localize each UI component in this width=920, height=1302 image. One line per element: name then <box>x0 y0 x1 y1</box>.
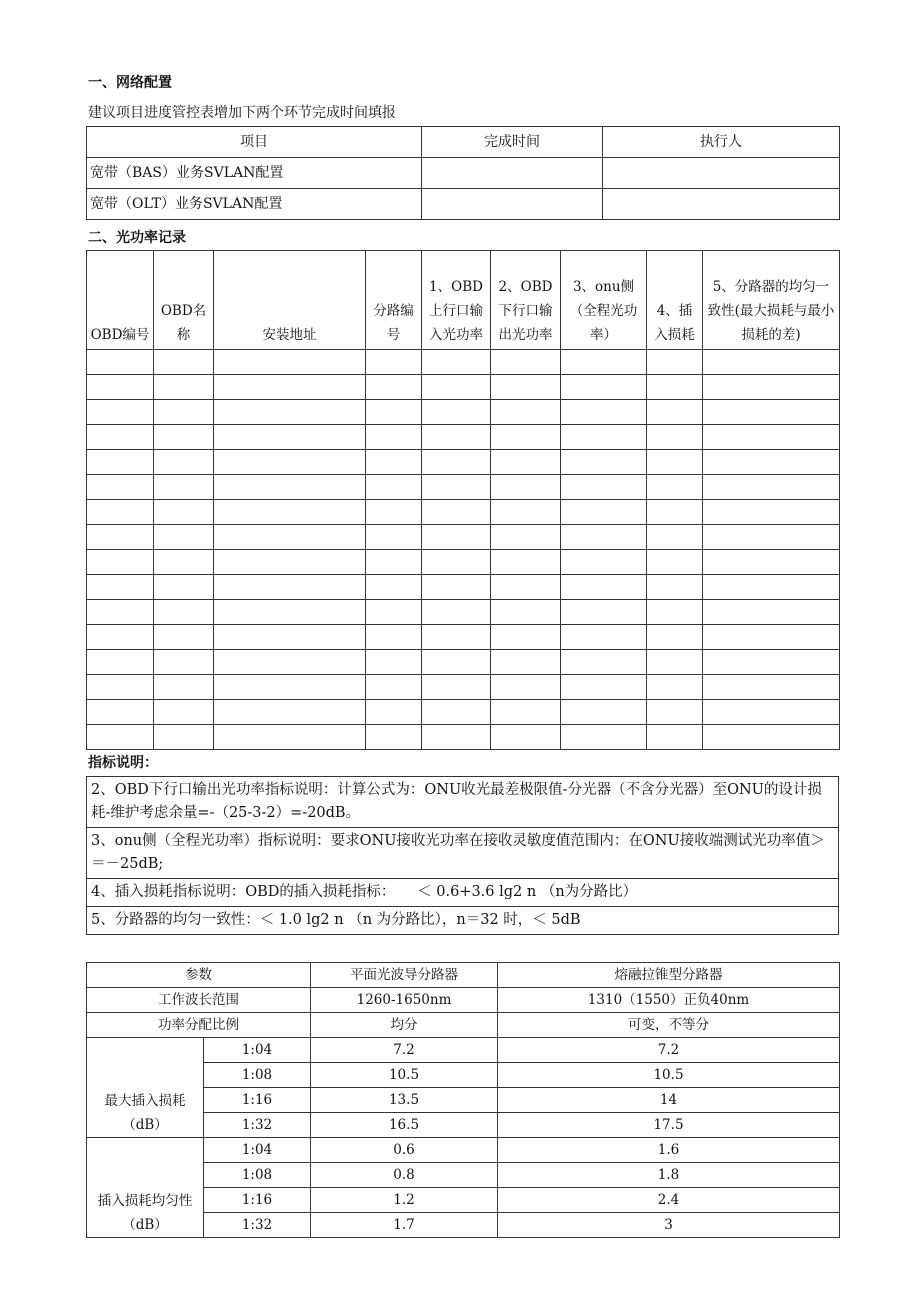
empty-cell[interactable] <box>87 625 154 650</box>
empty-cell[interactable] <box>422 500 491 525</box>
header-fbt: 熔融拉锥型分路器 <box>498 963 840 988</box>
header-parameter: 参数 <box>87 963 311 988</box>
empty-cell[interactable] <box>214 675 366 700</box>
empty-cell[interactable] <box>703 475 840 500</box>
empty-cell[interactable] <box>87 375 154 400</box>
fbt-value: 7.2 <box>498 1038 840 1063</box>
empty-cell[interactable] <box>703 600 840 625</box>
plc-value: 1.7 <box>311 1213 498 1238</box>
empty-cell[interactable] <box>703 725 840 750</box>
empty-cell[interactable] <box>366 525 422 550</box>
empty-cell[interactable] <box>703 500 840 525</box>
table-row <box>87 425 840 450</box>
indicator-row <box>87 907 839 935</box>
empty-cell[interactable] <box>561 500 647 525</box>
empty-cell[interactable] <box>87 400 154 425</box>
empty-cell[interactable] <box>647 575 703 600</box>
header-item: 项目 <box>87 127 422 158</box>
max-loss-label: 最大插入损耗（dB） <box>87 1038 204 1138</box>
indicator-text: 2、OBD下行口输出光功率指标说明：计算公式为：ONU收光最差极限值-分光器（不含分光器）至ONU的设计损耗-维护考虑余量=-（25-3-2）=-20dB。 <box>87 777 839 828</box>
empty-cell[interactable] <box>647 500 703 525</box>
table-row <box>87 1038 840 1063</box>
table-row <box>87 400 840 425</box>
empty-cell[interactable] <box>154 575 214 600</box>
item-cell: 宽带（OLT）业务SVLAN配置 <box>87 189 422 220</box>
empty-cell[interactable] <box>647 625 703 650</box>
empty-cell[interactable] <box>647 400 703 425</box>
split-ratio: 1:08 <box>204 1063 311 1088</box>
plc-value: 0.6 <box>311 1138 498 1163</box>
empty-cell[interactable] <box>422 725 491 750</box>
empty-cell[interactable] <box>422 350 491 375</box>
table-row <box>87 500 840 525</box>
empty-cell[interactable] <box>154 350 214 375</box>
empty-cell[interactable] <box>366 425 422 450</box>
split-ratio: 1:32 <box>204 1113 311 1138</box>
empty-cell[interactable] <box>703 525 840 550</box>
empty-cell[interactable] <box>214 700 366 725</box>
empty-cell[interactable] <box>561 675 647 700</box>
ratio-plc: 均分 <box>311 1013 498 1038</box>
header-branch-id: 分路编号 <box>366 251 422 350</box>
empty-cell[interactable] <box>647 600 703 625</box>
header-plc: 平面光波导分路器 <box>311 963 498 988</box>
empty-cell[interactable] <box>214 525 366 550</box>
table-row <box>87 650 840 675</box>
fbt-value: 1.8 <box>498 1163 840 1188</box>
empty-cell[interactable] <box>491 425 561 450</box>
empty-cell[interactable] <box>214 550 366 575</box>
split-ratio: 1:32 <box>204 1213 311 1238</box>
empty-cell[interactable] <box>154 650 214 675</box>
empty-cell[interactable] <box>422 375 491 400</box>
empty-cell[interactable] <box>87 500 154 525</box>
empty-cell[interactable] <box>703 425 840 450</box>
empty-cell[interactable] <box>703 375 840 400</box>
empty-cell[interactable] <box>561 525 647 550</box>
empty-cell[interactable] <box>214 400 366 425</box>
empty-cell[interactable] <box>366 450 422 475</box>
indicator-row <box>87 777 839 828</box>
empty-cell[interactable] <box>214 575 366 600</box>
empty-cell[interactable] <box>87 550 154 575</box>
empty-cell[interactable] <box>154 625 214 650</box>
plc-value: 1.2 <box>311 1188 498 1213</box>
empty-cell[interactable] <box>366 600 422 625</box>
empty-cell[interactable] <box>703 575 840 600</box>
ratio-label: 功率分配比例 <box>87 1013 311 1038</box>
empty-cell[interactable] <box>87 350 154 375</box>
uniformity-label: 插入损耗均匀性（dB） <box>87 1138 204 1238</box>
empty-cell[interactable] <box>491 500 561 525</box>
empty-cell[interactable] <box>154 600 214 625</box>
indicator-row <box>87 879 839 907</box>
empty-cell[interactable] <box>491 350 561 375</box>
table-header-row <box>87 127 840 158</box>
plc-value: 16.5 <box>311 1113 498 1138</box>
empty-cell[interactable] <box>154 450 214 475</box>
empty-cell[interactable] <box>422 700 491 725</box>
table-row <box>87 189 840 220</box>
table-row <box>87 600 840 625</box>
split-ratio: 1:04 <box>204 1038 311 1063</box>
empty-cell[interactable] <box>647 450 703 475</box>
empty-cell[interactable] <box>366 700 422 725</box>
empty-cell[interactable] <box>703 350 840 375</box>
indicators-table <box>86 776 839 935</box>
indicator-text: 4、插入损耗指标说明：OBD的插入损耗指标： ＜ 0.6+3.6 lg2 n （n为分路比） <box>87 879 839 907</box>
empty-cell[interactable] <box>422 550 491 575</box>
indicator-text: 3、onu侧（全程光功率）指标说明：要求ONU接收光功率在接收灵敏度值范围内：在ONU接收端测试光功率值＞＝－25dB; <box>87 828 839 879</box>
empty-cell[interactable] <box>561 600 647 625</box>
empty-cell[interactable] <box>422 625 491 650</box>
empty-cell[interactable] <box>647 650 703 675</box>
empty-cell[interactable] <box>561 575 647 600</box>
plc-value: 10.5 <box>311 1063 498 1088</box>
empty-cell[interactable] <box>154 725 214 750</box>
fbt-value: 2.4 <box>498 1188 840 1213</box>
empty-cell[interactable] <box>366 675 422 700</box>
empty-cell[interactable] <box>422 600 491 625</box>
empty-cell[interactable] <box>154 525 214 550</box>
empty-cell[interactable] <box>491 650 561 675</box>
empty-cell[interactable] <box>647 475 703 500</box>
empty-cell[interactable] <box>491 700 561 725</box>
empty-cell[interactable] <box>366 725 422 750</box>
empty-cell[interactable] <box>561 700 647 725</box>
empty-cell[interactable] <box>703 650 840 675</box>
fbt-value: 17.5 <box>498 1113 840 1138</box>
network-config-table <box>86 126 840 220</box>
split-ratio: 1:04 <box>204 1138 311 1163</box>
empty-cell[interactable] <box>214 350 366 375</box>
empty-cell[interactable] <box>561 650 647 675</box>
empty-cell[interactable] <box>647 425 703 450</box>
optical-power-table <box>86 250 840 750</box>
empty-cell[interactable] <box>703 450 840 475</box>
table-row <box>87 700 840 725</box>
empty-cell[interactable] <box>422 425 491 450</box>
empty-cell[interactable] <box>87 700 154 725</box>
empty-cell[interactable] <box>422 450 491 475</box>
ratio-fbt: 可变，不等分 <box>498 1013 840 1038</box>
executor-cell[interactable] <box>603 189 840 220</box>
empty-cell[interactable] <box>703 675 840 700</box>
empty-cell[interactable] <box>154 475 214 500</box>
table-row <box>87 450 840 475</box>
time-cell[interactable] <box>422 158 603 189</box>
table-row <box>87 158 840 189</box>
table-row <box>87 375 840 400</box>
empty-cell[interactable] <box>87 425 154 450</box>
empty-cell[interactable] <box>87 675 154 700</box>
plc-value: 7.2 <box>311 1038 498 1063</box>
empty-cell[interactable] <box>366 375 422 400</box>
empty-cell[interactable] <box>703 550 840 575</box>
header-onu-power: 3、onu侧（全程光功率） <box>561 251 647 350</box>
table-row <box>87 550 840 575</box>
optical-power-rows <box>87 350 840 750</box>
time-cell[interactable] <box>422 189 603 220</box>
table-row <box>87 525 840 550</box>
empty-cell[interactable] <box>366 350 422 375</box>
empty-cell[interactable] <box>154 700 214 725</box>
split-ratio: 1:16 <box>204 1088 311 1113</box>
empty-cell[interactable] <box>87 450 154 475</box>
empty-cell[interactable] <box>647 525 703 550</box>
empty-cell[interactable] <box>703 400 840 425</box>
table-row <box>87 675 840 700</box>
wavelength-plc: 1260-1650nm <box>311 988 498 1013</box>
empty-cell[interactable] <box>422 575 491 600</box>
empty-cell[interactable] <box>491 475 561 500</box>
splitter-comparison-table <box>86 962 840 1238</box>
empty-cell[interactable] <box>154 375 214 400</box>
empty-cell[interactable] <box>491 400 561 425</box>
header-address: 安装地址 <box>214 251 366 350</box>
empty-cell[interactable] <box>214 375 366 400</box>
empty-cell[interactable] <box>366 500 422 525</box>
empty-cell[interactable] <box>491 625 561 650</box>
empty-cell[interactable] <box>491 525 561 550</box>
plc-value: 13.5 <box>311 1088 498 1113</box>
header-upstream-power: 1、OBD上行口输入光功率 <box>422 251 491 350</box>
empty-cell[interactable] <box>87 725 154 750</box>
header-executor: 执行人 <box>603 127 840 158</box>
indicator-text: 5、分路器的均匀一致性：＜ 1.0 lg2 n （n 为分路比），n＝32 时，＜ 5dB <box>87 907 839 935</box>
empty-cell[interactable] <box>561 375 647 400</box>
empty-cell[interactable] <box>703 625 840 650</box>
empty-cell[interactable] <box>647 675 703 700</box>
section2-title: 二、光功率记录 <box>88 230 186 246</box>
empty-cell[interactable] <box>491 675 561 700</box>
empty-cell[interactable] <box>647 350 703 375</box>
empty-cell[interactable] <box>647 550 703 575</box>
empty-cell[interactable] <box>214 650 366 675</box>
fbt-value: 10.5 <box>498 1063 840 1088</box>
header-uniformity: 5、分路器的均匀一致性(最大损耗与最小损耗的差) <box>703 251 840 350</box>
empty-cell[interactable] <box>647 700 703 725</box>
empty-cell[interactable] <box>214 725 366 750</box>
header-insertion-loss: 4、插入损耗 <box>647 251 703 350</box>
empty-cell[interactable] <box>561 550 647 575</box>
fbt-value: 1.6 <box>498 1138 840 1163</box>
fbt-value: 3 <box>498 1213 840 1238</box>
empty-cell[interactable] <box>87 525 154 550</box>
empty-cell[interactable] <box>214 425 366 450</box>
empty-cell[interactable] <box>214 625 366 650</box>
empty-cell[interactable] <box>366 475 422 500</box>
indicators-title: 指标说明： <box>88 755 158 771</box>
empty-cell[interactable] <box>561 725 647 750</box>
split-ratio: 1:16 <box>204 1188 311 1213</box>
empty-cell[interactable] <box>422 675 491 700</box>
header-completion-time: 完成时间 <box>422 127 603 158</box>
empty-cell[interactable] <box>366 550 422 575</box>
empty-cell[interactable] <box>87 600 154 625</box>
empty-cell[interactable] <box>561 450 647 475</box>
empty-cell[interactable] <box>154 425 214 450</box>
empty-cell[interactable] <box>561 400 647 425</box>
empty-cell[interactable] <box>561 425 647 450</box>
header-downstream-power: 2、OBD下行口输出光功率 <box>491 251 561 350</box>
empty-cell[interactable] <box>491 600 561 625</box>
empty-cell[interactable] <box>422 525 491 550</box>
empty-cell[interactable] <box>366 400 422 425</box>
empty-cell[interactable] <box>214 600 366 625</box>
fbt-value: 14 <box>498 1088 840 1113</box>
empty-cell[interactable] <box>87 475 154 500</box>
empty-cell[interactable] <box>422 400 491 425</box>
table-row <box>87 350 840 375</box>
empty-cell[interactable] <box>422 650 491 675</box>
header-obd-id: OBD编号 <box>87 251 154 350</box>
table-row <box>87 725 840 750</box>
table-header-row <box>87 251 840 350</box>
empty-cell[interactable] <box>366 575 422 600</box>
wavelength-label: 工作波长范围 <box>87 988 311 1013</box>
empty-cell[interactable] <box>154 675 214 700</box>
empty-cell[interactable] <box>366 650 422 675</box>
empty-cell[interactable] <box>491 375 561 400</box>
plc-value: 0.8 <box>311 1163 498 1188</box>
table-row <box>87 988 840 1013</box>
empty-cell[interactable] <box>154 400 214 425</box>
empty-cell[interactable] <box>561 475 647 500</box>
empty-cell[interactable] <box>154 550 214 575</box>
empty-cell[interactable] <box>491 725 561 750</box>
item-cell: 宽带（BAS）业务SVLAN配置 <box>87 158 422 189</box>
empty-cell[interactable] <box>491 550 561 575</box>
empty-cell[interactable] <box>154 500 214 525</box>
indicator-row <box>87 828 839 879</box>
empty-cell[interactable] <box>647 375 703 400</box>
empty-cell[interactable] <box>491 575 561 600</box>
table-row <box>87 1138 840 1163</box>
empty-cell[interactable] <box>703 700 840 725</box>
wavelength-fbt: 1310（1550）正负40nm <box>498 988 840 1013</box>
executor-cell[interactable] <box>603 158 840 189</box>
section1-title: 一、网络配置 <box>88 75 172 91</box>
empty-cell[interactable] <box>561 625 647 650</box>
table-row <box>87 575 840 600</box>
section1-note: 建议项目进度管控表增加下两个环节完成时间填报 <box>88 105 396 121</box>
empty-cell[interactable] <box>491 450 561 475</box>
table-row <box>87 1013 840 1038</box>
split-ratio: 1:08 <box>204 1163 311 1188</box>
table-row <box>87 625 840 650</box>
empty-cell[interactable] <box>561 350 647 375</box>
header-obd-name: OBD名称 <box>154 251 214 350</box>
table-header-row <box>87 963 840 988</box>
empty-cell[interactable] <box>647 725 703 750</box>
empty-cell[interactable] <box>214 450 366 475</box>
empty-cell[interactable] <box>422 475 491 500</box>
table-row <box>87 475 840 500</box>
empty-cell[interactable] <box>87 575 154 600</box>
empty-cell[interactable] <box>214 475 366 500</box>
empty-cell[interactable] <box>87 650 154 675</box>
empty-cell[interactable] <box>214 500 366 525</box>
empty-cell[interactable] <box>366 625 422 650</box>
